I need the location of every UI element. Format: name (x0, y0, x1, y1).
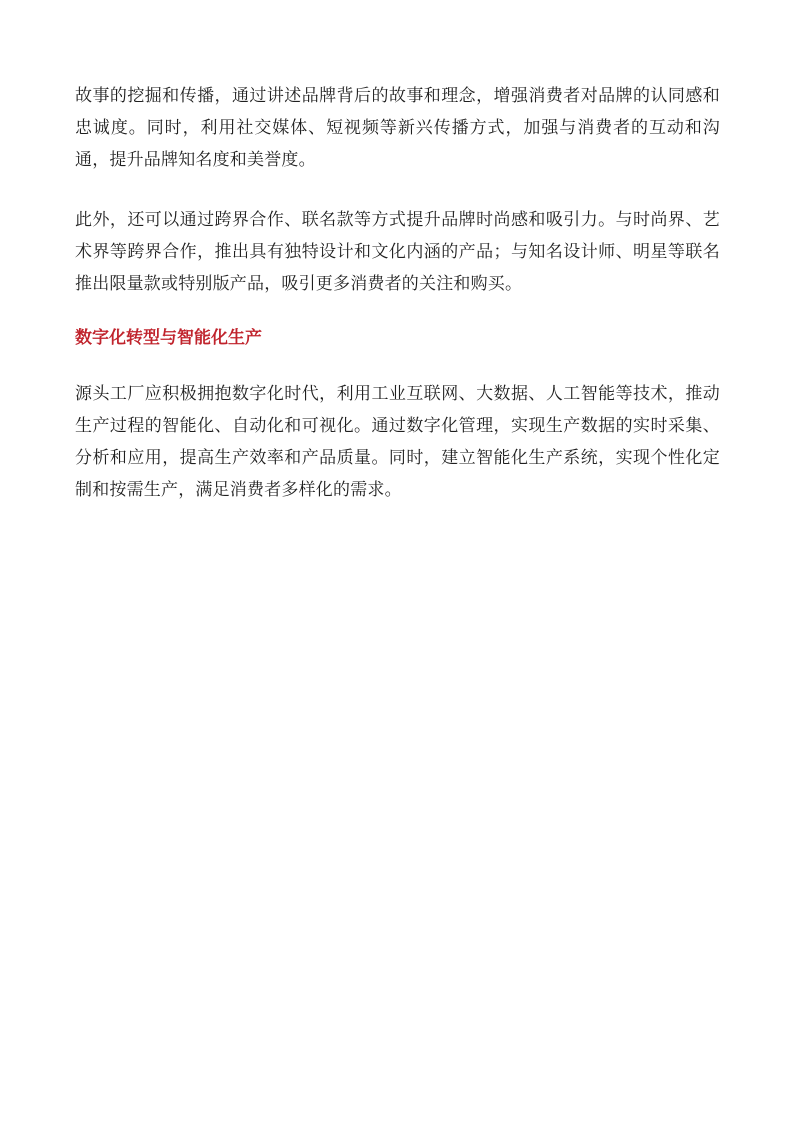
paragraph-digital-transformation: 源头工厂应积极拥抱数字化时代，利用工业互联网、大数据、人工智能等技术，推动生产过程的智能化、自动化和可视化。通过数字化管理，实现生产数据的实时采集、分析和应用，提高生产效率和产品质量。同时，建立智能化生产系统，实现个性化定制和按需生产，满足消费者多样化的需求。 (75, 384, 720, 500)
section-title: 数字化转型与智能化生产 (75, 328, 262, 348)
document-page (75, 80, 720, 506)
paragraph-crossover: 此外，还可以通过跨界合作、联名款等方式提升品牌时尚感和吸引力。与时尚界、艺术界等跨界合作，推出具有独特设计和文化内涵的产品；与知名设计师、明星等联名推出限量款或特别版产品，吸引更多消费者的关注和购买。 (75, 210, 720, 294)
paragraph-brand-story: 故事的挖掘和传播，通过讲述品牌背后的故事和理念，增强消费者对品牌的认同感和忠诚度。同时，利用社交媒体、短视频等新兴传播方式，加强与消费者的互动和沟通，提升品牌知名度和美誉度。 (75, 86, 720, 170)
